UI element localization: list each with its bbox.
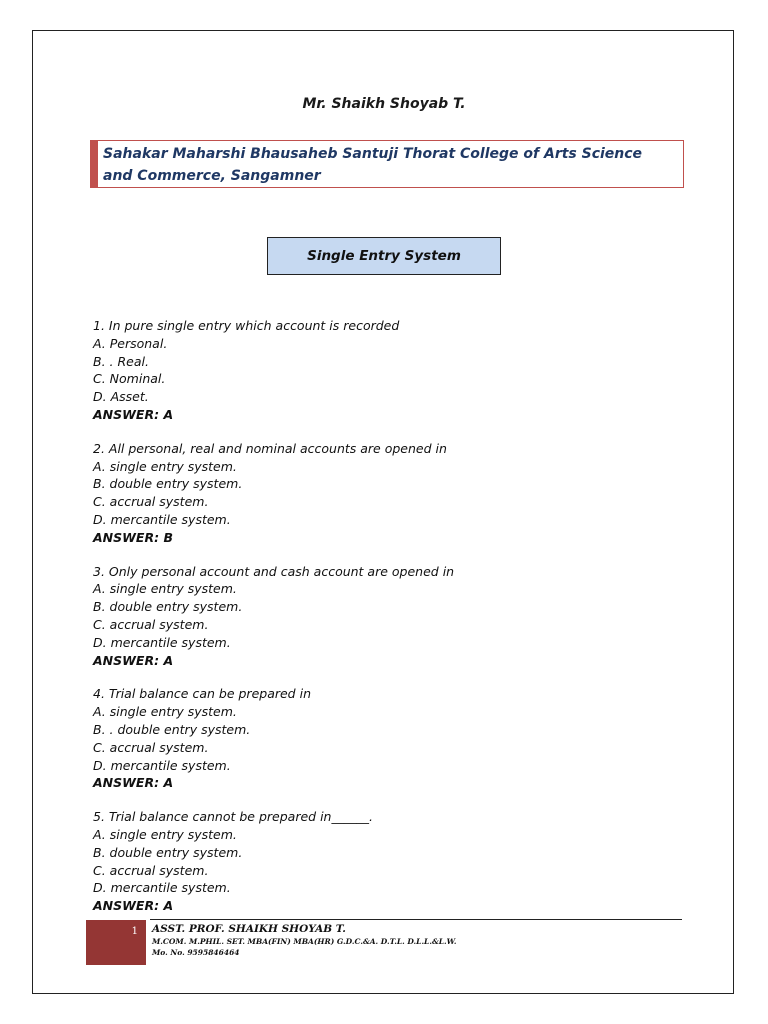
option-c: C. accrual system. (93, 616, 209, 632)
answer: ANSWER: A (93, 406, 174, 422)
option-b: B. . Real. (93, 353, 149, 369)
option-b: B. double entry system. (93, 476, 243, 492)
question-text: 4. Trial balance can be prepared in (93, 686, 311, 702)
option-a: A. single entry system. (93, 458, 237, 474)
question-text: 5. Trial balance cannot be prepared in______. (93, 809, 373, 825)
question-block-3 (93, 563, 673, 670)
author-name: Mr. Shaikh Shoyab T. (302, 96, 466, 112)
question-text: 3. Only personal account and cash account are opened in (93, 563, 455, 579)
option-a: A. single entry system. (93, 826, 237, 842)
option-c: C. accrual system. (93, 739, 209, 755)
college-accent-bar (91, 141, 98, 187)
option-d: D. mercantile system. (93, 880, 231, 896)
page-number: 1 (131, 926, 138, 937)
option-d: D. Asset. (93, 389, 149, 405)
question-block-5 (93, 808, 673, 915)
footer-qualifications: M.COM. M.PHIL. SET. MBA(FIN) MBA(HR) G.D.C.&A. D.T.L. D.L.L.&L.W. (152, 937, 457, 946)
question-list (93, 317, 673, 931)
question-block-4 (93, 685, 673, 792)
footer-info (152, 923, 456, 958)
question-text: 1. In pure single entry which account is recorded (93, 318, 400, 333)
option-d: D. mercantile system. (93, 511, 231, 527)
college-box (90, 140, 684, 188)
answer: ANSWER: B (93, 529, 173, 545)
option-a: A. Personal. (93, 335, 168, 351)
option-c: C. accrual system. (93, 862, 209, 878)
question-block-1 (93, 317, 673, 424)
answer: ANSWER: A (93, 898, 174, 914)
option-a: A. single entry system. (93, 704, 237, 720)
option-a: A. single entry system. (93, 581, 237, 597)
page-number-badge (86, 920, 146, 965)
footer-name: ASST. PROF. SHAIKH SHOYAB T. (152, 923, 346, 935)
option-c: C. Nominal. (93, 371, 166, 387)
topic-title: Single Entry System (267, 237, 501, 275)
option-d: D. mercantile system. (93, 757, 231, 773)
college-name: Sahakar Maharshi Bhausaheb Santuji Thorat College of Arts Science and Commerce, Sangamner (103, 146, 643, 184)
question-block-2 (93, 440, 673, 547)
answer: ANSWER: A (93, 775, 174, 791)
footer-divider (150, 919, 682, 920)
option-b: B. double entry system. (93, 844, 243, 860)
option-b: B. . double entry system. (93, 721, 251, 737)
footer-mobile: Mo. No. 9595846464 (152, 948, 240, 957)
option-c: C. accrual system. (93, 494, 209, 510)
question-text: 2. All personal, real and nominal accounts are opened in (93, 440, 447, 456)
option-b: B. double entry system. (93, 599, 243, 615)
option-d: D. mercantile system. (93, 634, 231, 650)
answer: ANSWER: A (93, 652, 174, 668)
